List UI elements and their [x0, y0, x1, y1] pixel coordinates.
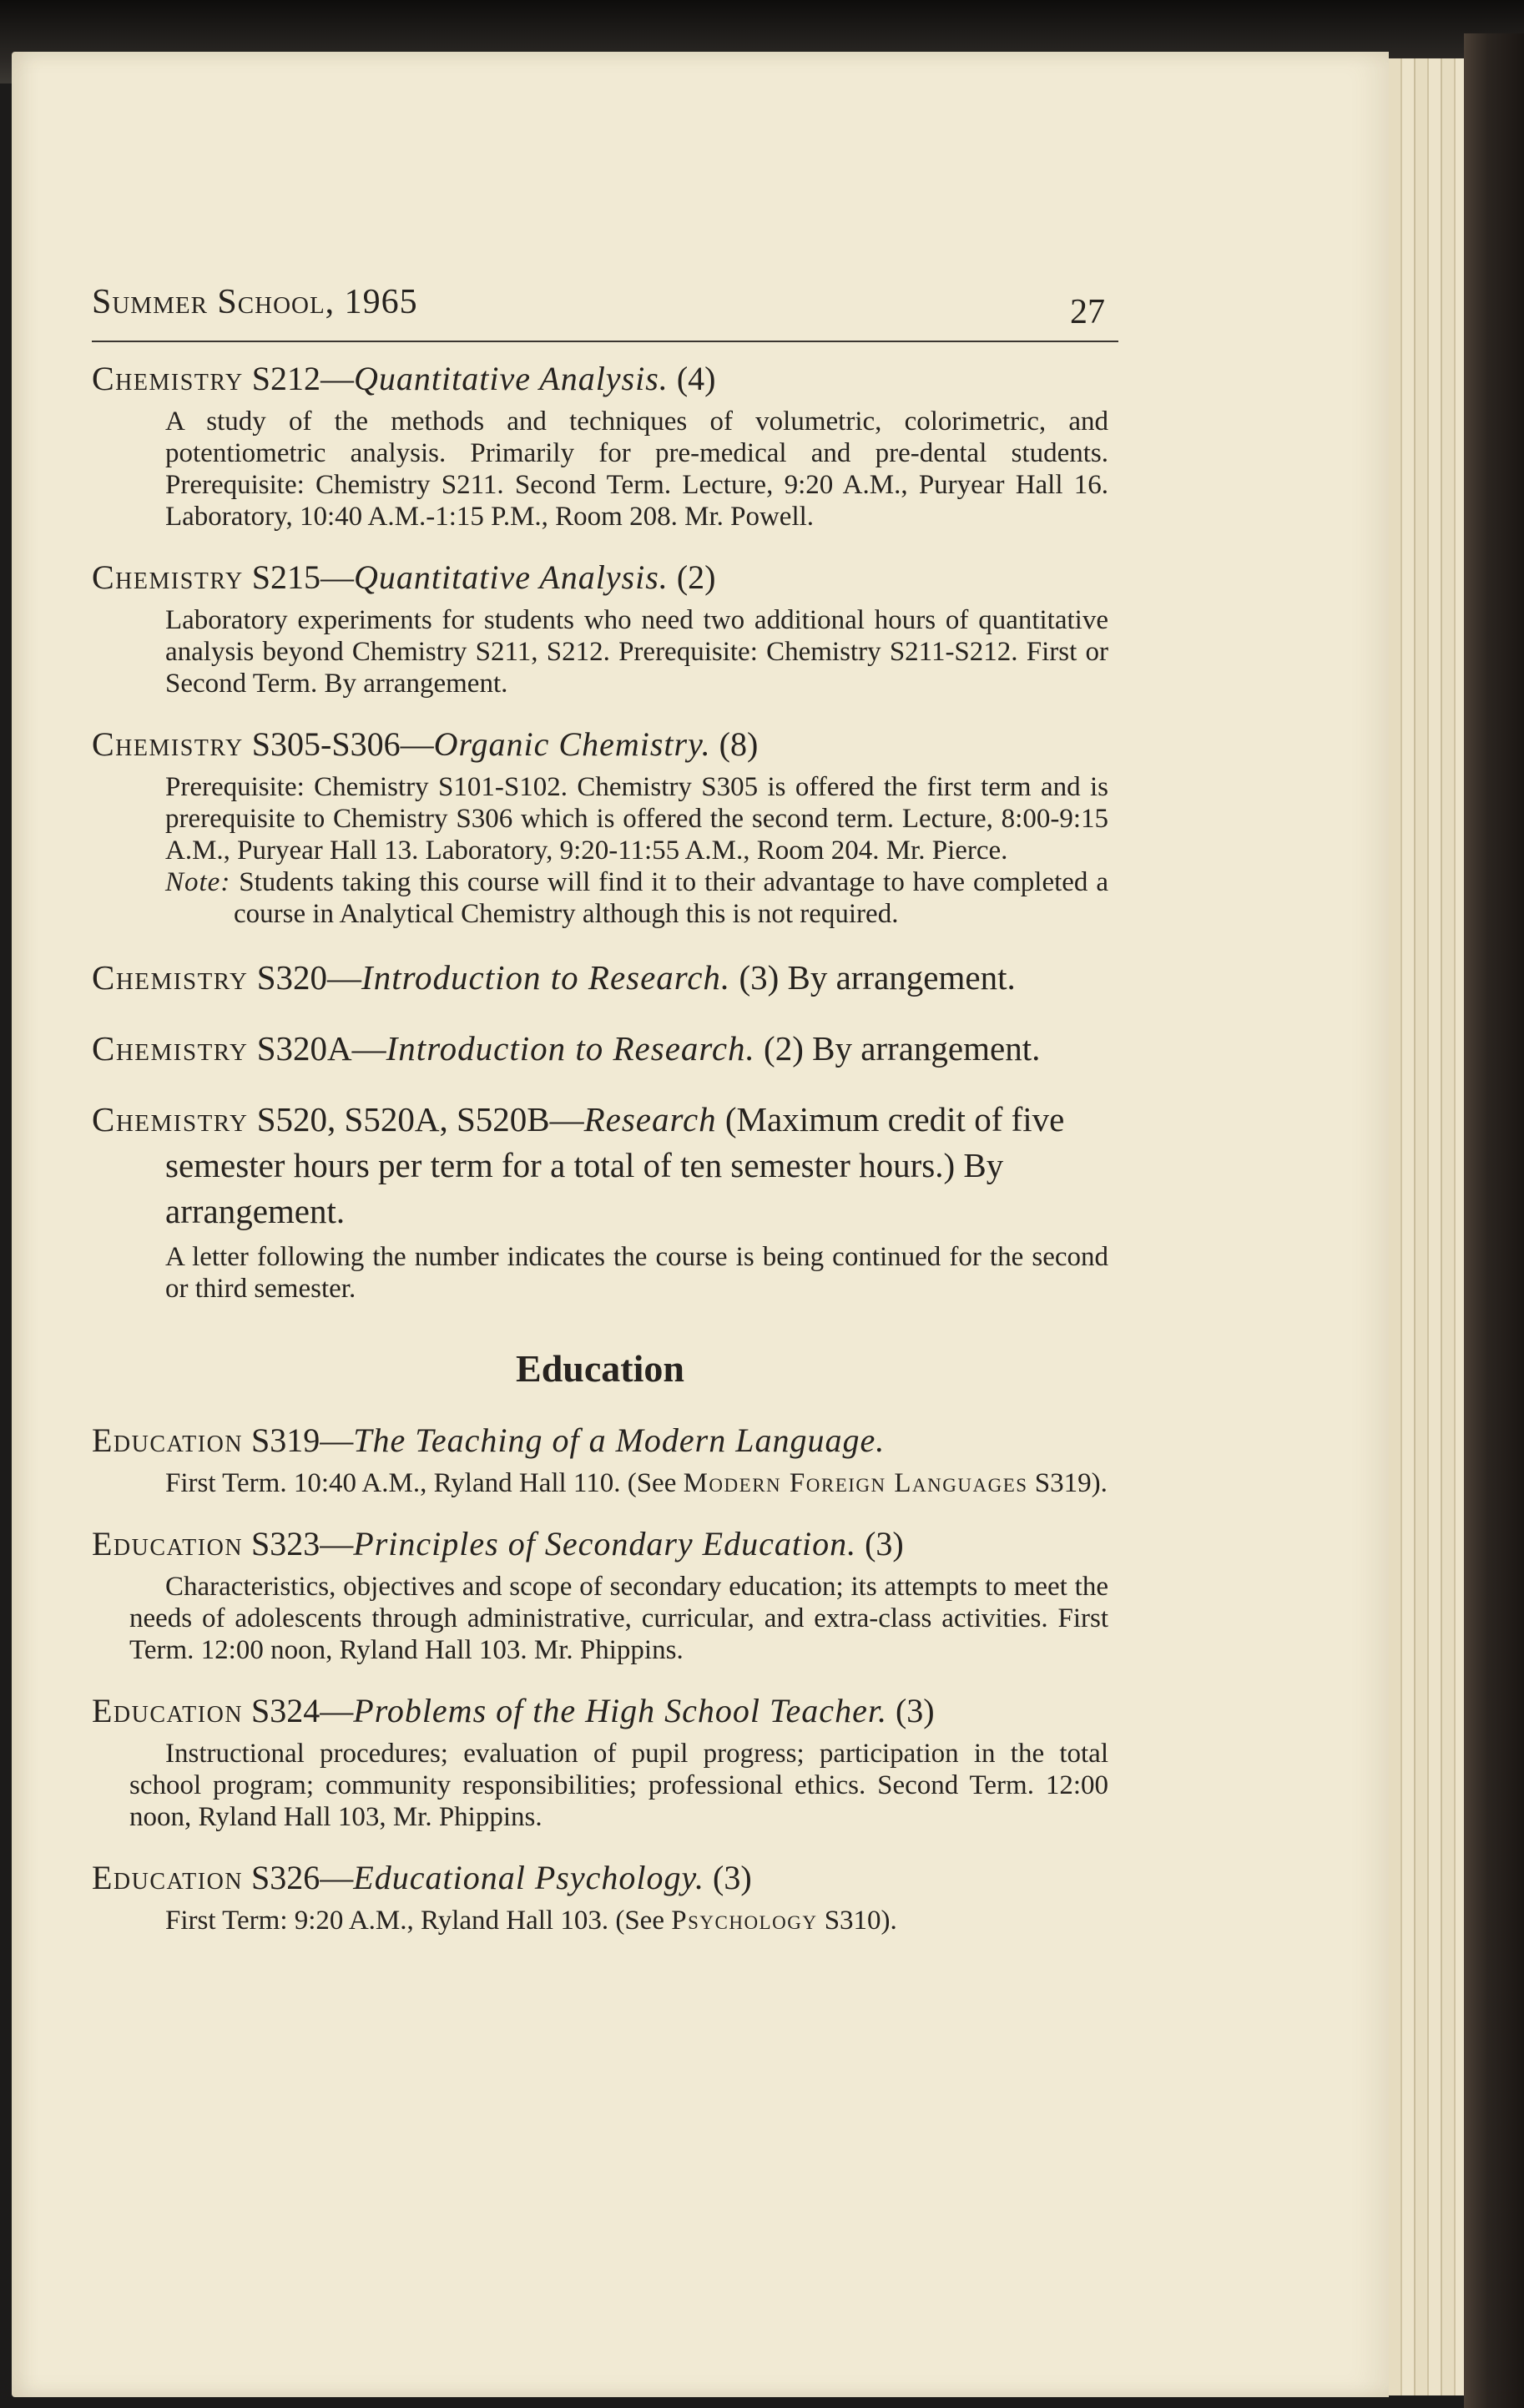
course-heading: Chemistry S320—Introduction to Research. (3) By arrangement. [92, 958, 1016, 997]
course-number: S320 [256, 958, 328, 997]
course-dept: Chemistry [92, 958, 249, 997]
course-number: S215 [251, 558, 321, 596]
course-dept: Education [92, 1525, 244, 1562]
course-heading: Chemistry S212—Quantitative Analysis. (4) [92, 360, 716, 397]
course-entry-chemistry-s320 [92, 955, 1108, 1001]
course-dept: Education [92, 1421, 244, 1459]
course-credits: (3) [739, 958, 780, 997]
course-entry-chemistry-s520 [92, 1097, 1108, 1305]
course-heading: Chemistry S215—Quantitative Analysis. (2) [92, 558, 716, 596]
course-entry-chemistry-s320a [92, 1026, 1108, 1072]
page-stack-edge [1389, 58, 1464, 2395]
course-credit-note: (Maximum credit of five semester hours per term for a total of ten semester hours.) By arrangement. [165, 1100, 1065, 1230]
page-number: 27 [1070, 293, 1105, 331]
description-text-end: S319). [1027, 1468, 1108, 1498]
course-entry-chemistry-s305-s306 [92, 724, 1108, 930]
course-dept: Chemistry [92, 360, 244, 397]
running-head-title: Summer School, 1965 [92, 283, 418, 321]
course-heading: Education S323—Principles of Secondary Education. (3) [92, 1525, 904, 1562]
course-description [92, 1467, 1108, 1499]
course-number: S326 [251, 1859, 320, 1896]
book-cover-edge [1464, 33, 1524, 2408]
course-number: S324 [251, 1692, 320, 1729]
course-description: Laboratory experiments for students who need two additional hours of quantitative analysis beyond Chemistry S211, S212. Prerequisite: Chemistry S211-S212. First or Second Term. By arrangement. [165, 605, 1108, 699]
course-heading: Education S319—The Teaching of a Modern Language. [92, 1421, 886, 1459]
course-heading: Chemistry S305-S306—Organic Chemistry. (8) [92, 725, 759, 763]
course-description: Prerequisite: Chemistry S101-S102. Chemistry S305 is offered the first term and is prerequisite to Chemistry S306 which is offered the second term. Lecture, 8:00-9:15 A.M., Puryear Hall 13. Laboratory, 9:20-11:55 A.M., Room 204. Mr. Pierce. [165, 772, 1108, 866]
course-number: S319 [251, 1421, 320, 1459]
course-dept: Chemistry [92, 558, 244, 596]
course-title: Principles of Secondary Education. [353, 1525, 857, 1562]
course-title: Introduction to Research. [361, 958, 731, 997]
description-text: First Term: 9:20 A.M., Ryland Hall 103. (See [165, 1906, 672, 1936]
course-entry-education-s319 [92, 1421, 1108, 1499]
course-number: S320A [256, 1029, 352, 1068]
course-description: Instructional procedures; evaluation of pupil progress; participation in the total school program; community responsibilities; professional ethics. Second Term. 12:00 noon, Ryland Hall 103, Mr. Phippins. [129, 1739, 1108, 1832]
running-head [92, 282, 1118, 342]
course-number: S520, S520A, S520B [256, 1100, 550, 1138]
course-number: S305-S306 [251, 725, 401, 763]
course-arrangement: By arrangement. [812, 1029, 1041, 1068]
course-description [92, 1905, 1108, 1936]
course-note [92, 866, 1108, 930]
course-entry-chemistry-s215 [92, 558, 1108, 699]
course-heading: Chemistry S320A—Introduction to Research. (2) By arrangement. [92, 1029, 1041, 1068]
course-arrangement: By arrangement. [787, 958, 1016, 997]
course-credits: (3) [895, 1692, 935, 1729]
course-credits: (3) [865, 1525, 904, 1562]
course-title: Educational Psychology. [353, 1859, 704, 1896]
course-title: Quantitative Analysis. [354, 558, 669, 596]
course-entry-education-s326 [92, 1858, 1108, 1936]
course-heading: Education S326—Educational Psychology. (3) [92, 1859, 752, 1896]
course-number: S212 [251, 360, 321, 397]
cross-reference: Modern Foreign Languages [683, 1468, 1028, 1498]
course-credits: (2) [676, 558, 716, 596]
section-heading-education: Education [516, 1347, 684, 1390]
course-title: Problems of the High School Teacher. [353, 1692, 887, 1729]
course-heading: Education S324—Problems of the High School Teacher. (3) [92, 1692, 935, 1729]
course-title: Organic Chemistry. [433, 725, 711, 763]
course-description: A letter following the number indicates the course is being continued for the second or third semester. [165, 1242, 1108, 1304]
course-entry-chemistry-s212 [92, 359, 1108, 533]
course-entry-education-s323 [92, 1524, 1108, 1666]
course-dept: Chemistry [92, 1100, 249, 1138]
course-title: Research [583, 1100, 717, 1138]
course-credits: (8) [719, 725, 759, 763]
course-description: Characteristics, objectives and scope of secondary education; its attempts to meet the needs of adolescents through administrative, curricular, and extra-class activities. First Term. 12:00 noon, Ryland Hall 103. Mr. Phippins. [129, 1572, 1108, 1665]
description-text-end: S310). [817, 1906, 897, 1936]
course-entry-education-s324 [92, 1691, 1108, 1833]
course-title: The Teaching of a Modern Language. [353, 1421, 886, 1459]
course-description: A study of the methods and techniques of volumetric, colorimetric, and potentiometric analysis. Primarily for pre-medical and pre-dental students. Prerequisite: Chemistry S211. Second Term. Lecture, 9:20 A.M., Puryear Hall 16. Laboratory, 10:40 A.M.-1:15 P.M., Room 208. Mr. Powell. [165, 406, 1108, 532]
course-dept: Chemistry [92, 1029, 249, 1068]
course-credits: (2) [764, 1029, 804, 1068]
cross-reference: Psychology [671, 1906, 818, 1936]
page-content [92, 359, 1108, 1961]
course-dept: Education [92, 1692, 244, 1729]
course-title: Introduction to Research. [386, 1029, 755, 1068]
course-number: S323 [251, 1525, 320, 1562]
note-label: Note: [165, 867, 231, 897]
course-dept: Chemistry [92, 725, 244, 763]
course-dept: Education [92, 1859, 244, 1896]
course-title: Quantitative Analysis. [354, 360, 669, 397]
course-heading: Chemistry S520, S520A, S520B—Research (Maximum credit of five semester hours per term for a total of ten semester hours.) By arrangement. [92, 1100, 1065, 1230]
note-text: Students taking this course will find it to their advantage to have completed a course in Analytical Chemistry although this is not required. [234, 867, 1108, 929]
course-credits: (3) [713, 1859, 752, 1896]
course-credits: (4) [676, 360, 716, 397]
description-text: First Term. 10:40 A.M., Ryland Hall 110. (See [165, 1468, 684, 1498]
